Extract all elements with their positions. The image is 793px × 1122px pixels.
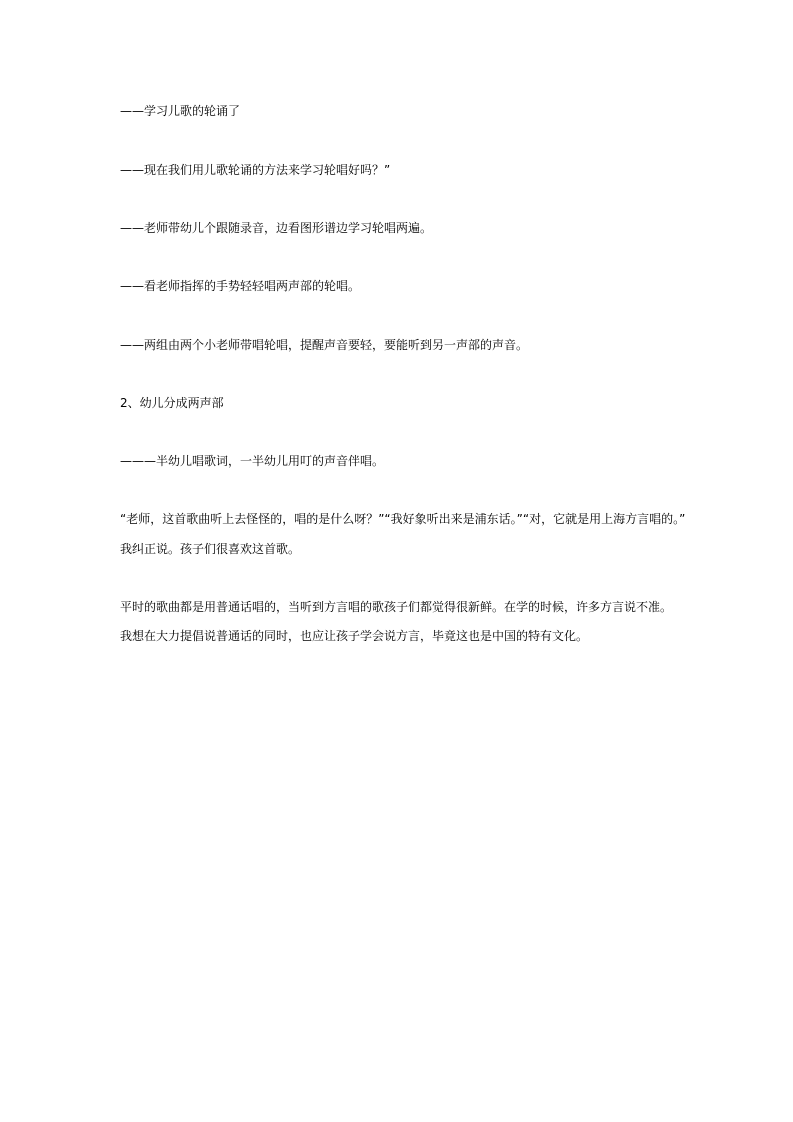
text-line: ——学习儿歌的轮诵了 [120,104,241,118]
text-line: 我想在大力提倡说普通话的同时，也应让孩子学会说方言，毕竟这也是中国的特有文化。 [120,629,589,643]
text-line: ——现在我们用儿歌轮诵的方法来学习轮唱好吗？” [120,163,391,177]
text-line: ———半幼儿唱歌词，一半幼儿用叮的声音伴唱。 [120,454,385,468]
text-line: ——两组由两个小老师带唱轮唱，提醒声音要轻，要能听到另一声部的声音。 [120,338,529,352]
text-line: ——看老师指挥的手势轻轻唱两声部的轮唱。 [120,279,361,293]
text-line: 平时的歌曲都是用普通话唱的，当听到方言唱的歌孩子们都觉得很新鲜。在学的时候，许多方言说不准。 [120,600,673,614]
text-line: 我纠正说。孩子们很喜欢这首歌。 [120,542,301,556]
section-heading: 2、幼儿分成两声部 [120,396,224,410]
text-line: ——老师带幼儿个跟随录音，边看图形谱边学习轮唱两遍。 [120,221,433,235]
text-line: “老师，这首歌曲听上去怪怪的，唱的是什么呀？”“我好象听出来是浦东话。”“对，它就是用上海方言唱的。” [120,512,686,526]
